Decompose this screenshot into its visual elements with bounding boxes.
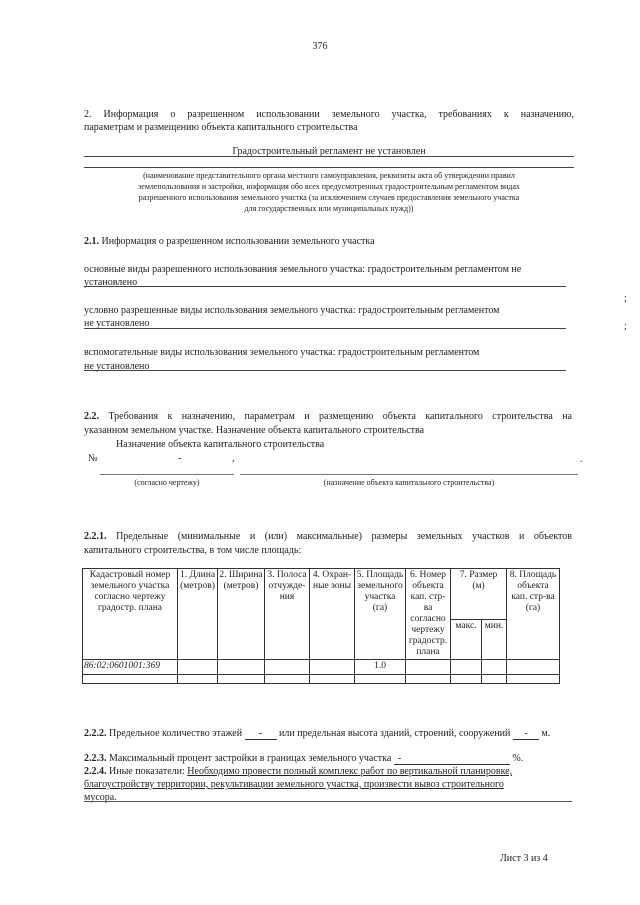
section-2-2-number: 2.2.: [84, 411, 99, 422]
col-length-header: [178, 569, 218, 660]
header-line: 4. Охран-: [312, 570, 352, 580]
header-line: 1. Длина: [179, 570, 216, 580]
conditional-uses-line1: условно разрешенные виды использования земельного участка: градостроительным регламентом: [84, 305, 500, 316]
header-line: (га): [372, 603, 388, 613]
cell-protection: [310, 660, 355, 675]
section-2-1-heading: [84, 235, 375, 248]
conditional-uses-line2: не установлено: [84, 318, 150, 329]
cell-empty: [406, 675, 451, 684]
header-line: (метров): [223, 581, 259, 591]
regulation-text: Градостроительный регламент не установлен: [232, 146, 426, 157]
cell-area: 1.0: [355, 660, 406, 675]
regulation-underline: [84, 156, 574, 157]
header-line: отчужде-: [268, 581, 306, 591]
header-line: (м): [472, 581, 485, 591]
col-size-max-header: макс.: [451, 619, 482, 659]
header-line: объекта: [517, 581, 549, 591]
period: .: [580, 454, 583, 465]
cell-empty: [451, 675, 482, 684]
other-indicators-text: Необходимо провести полный комплекс работ по вертикальной планировке,: [187, 766, 513, 777]
margin-mark: ;: [624, 293, 627, 304]
section-2-2-3: [84, 752, 523, 765]
header-line: объекта: [412, 581, 444, 591]
purpose-label: Назначение объекта капитального строительства: [116, 439, 325, 450]
section-2-2-1-number: 2.2.1.: [84, 531, 107, 542]
auxiliary-uses-line1: вспомогательные виды использования земельного участка: градостроительным регламентом: [84, 347, 480, 358]
table-row: [83, 675, 560, 684]
section-2-2-line2: указанном земельном участке. Назначение объекта капитального строительства: [84, 425, 425, 436]
cell-length: [178, 660, 218, 675]
cell-empty: [355, 675, 406, 684]
section-2-1-number: 2.1.: [84, 236, 99, 247]
section-2-2-3-number: 2.2.3.: [84, 753, 107, 764]
section-2-2-4-line2: благоустройству территории, рекультивации земельного участка, произвести вывоз строительного: [84, 779, 504, 790]
section-2-2-4-line1: [84, 765, 512, 778]
section-2-2-2-number: 2.2.2.: [84, 728, 107, 739]
section-2-2-1-line2: капитального строительства, в том числе площадь:: [84, 545, 302, 556]
col-cadastral-header: [83, 569, 178, 660]
comma: ,: [232, 453, 235, 464]
coverage-value: -: [394, 753, 510, 765]
object-number-underline: [100, 474, 234, 475]
height-value: -: [513, 728, 539, 740]
coverage-unit: %.: [512, 753, 524, 764]
col-size-min-header: мин.: [482, 619, 507, 659]
conditional-uses-underline: [84, 328, 566, 329]
cell-empty: [83, 675, 178, 684]
header-line: 5. Площадь: [356, 570, 404, 580]
caption-per-drawing: (согласно чертежу): [134, 478, 200, 487]
regulation-underline-2: [84, 167, 574, 168]
cell-empty: [310, 675, 355, 684]
height-unit: м.: [541, 728, 551, 739]
section-2-1-title: Информация о разрешенном использовании земельного участка: [101, 236, 375, 247]
header-line: кап. стр-: [410, 592, 446, 602]
cell-empty: [218, 675, 265, 684]
cell-object-area: [507, 660, 560, 675]
header-line: ния: [279, 592, 295, 602]
caption-object-purpose: (назначение объекта капитального строительства): [323, 478, 495, 487]
main-uses-line2: установлено: [84, 277, 138, 288]
auxiliary-uses-line2: не установлено: [84, 361, 150, 372]
header-line: 6. Номер: [410, 570, 446, 580]
height-label: или предельная высота зданий, строений, сооружений: [279, 728, 511, 739]
cell-size-min: [482, 660, 507, 675]
cell-exclusion: [265, 660, 310, 675]
object-purpose-underline: [240, 474, 578, 475]
coverage-label: Максимальный процент застройки в границах земельного участка: [109, 753, 392, 764]
cell-empty: [265, 675, 310, 684]
header-line: 8. Площадь: [509, 570, 557, 580]
table-header-row: [83, 569, 560, 620]
regulation-note-line: разрешенного использования земельного участка (за исключением случаев предоставления земельного участка: [138, 193, 520, 202]
section-2-2-4-line3: мусора.: [84, 792, 117, 803]
auxiliary-uses-underline: [84, 370, 566, 371]
table-row: [83, 660, 560, 675]
col-width-header: [218, 569, 265, 660]
col-object-area-header: [507, 569, 560, 660]
main-uses-underline: [84, 286, 566, 287]
section-2-number: 2.: [84, 109, 92, 120]
section-2-heading-line1: Информация о разрешенном использовании земельного участка, требованиях к назначению,: [103, 109, 575, 120]
page-number: 376: [312, 41, 328, 52]
regulation-note: [84, 170, 574, 214]
section-2-2-1-line1: [84, 530, 572, 543]
header-line: Кадастровый номер: [89, 570, 171, 580]
header-line: плана: [416, 647, 440, 657]
section-2-heading: [84, 108, 574, 121]
object-number-value: -: [178, 453, 182, 464]
section-2-2-4-number: 2.2.4.: [84, 766, 107, 777]
cell-empty: [178, 675, 218, 684]
header-line: чертежу: [411, 625, 445, 635]
parameters-table: [82, 568, 560, 684]
col-area-header: [355, 569, 406, 660]
cell-empty: [482, 675, 507, 684]
header-line: земельного: [357, 581, 403, 591]
header-line: 2. Ширина: [219, 570, 263, 580]
header-line: (метров): [180, 581, 215, 591]
floors-value: -: [245, 728, 277, 740]
col-object-number-header: [406, 569, 451, 660]
header-line: ва: [423, 603, 433, 613]
header-line: 3. Полоса: [267, 570, 307, 580]
section-2-2-text: Требования к назначению, параметрам и размещению объекта капитального строительства на: [108, 411, 572, 422]
col-size-header: [451, 569, 507, 620]
section-2-2-4-underline: [84, 801, 572, 802]
header-line: ные зоны: [313, 581, 351, 591]
col-protection-header: [310, 569, 355, 660]
header-line: согласно чертежу: [94, 592, 166, 602]
cell-size-max: [451, 660, 482, 675]
section-2-2-line1: [84, 410, 572, 423]
regulation-note-line: для государственных или муниципальных нужд)): [244, 204, 414, 213]
section-2-2-2: [84, 727, 550, 740]
regulation-note-line: землепользования и застройки, информация обо всех предусмотренных градостроительным регламентом видах: [138, 182, 520, 191]
cell-object-number: [406, 660, 451, 675]
header-line: кап. стр-ва: [511, 592, 555, 602]
margin-mark: ;: [624, 321, 627, 332]
header-line: земельного участка: [90, 581, 170, 591]
other-indicators-label: Иные показатели:: [109, 766, 185, 777]
cell-empty: [507, 675, 560, 684]
floors-label: Предельное количество этажей: [109, 728, 243, 739]
number-sign: №: [88, 453, 98, 464]
header-line: участка: [364, 592, 396, 602]
section-2-heading-line2: параметрам и размещению объекта капитального строительства: [84, 122, 358, 133]
header-line: градостр.: [408, 636, 448, 646]
sheet-counter: Лист 3 из 4: [500, 853, 548, 864]
header-line: градостр. плана: [97, 603, 162, 613]
cell-width: [218, 660, 265, 675]
regulation-note-line: (наименование представительного органа местного самоуправления, реквизиты акта об утверждении правил: [143, 171, 515, 180]
cell-cadastral: 86:02:0601001:369: [83, 660, 178, 675]
header-line: (га): [525, 603, 541, 613]
section-2-2-1-text: Предельные (минимальные и (или) максимальные) размеры земельных участков и объектов: [116, 531, 573, 542]
main-uses-line1: основные виды разрешенного использования земельного участка: градостроительным регламентом не: [84, 264, 522, 275]
header-line: согласно: [410, 614, 446, 624]
header-line: 7. Размер: [459, 570, 498, 580]
col-exclusion-header: [265, 569, 310, 660]
